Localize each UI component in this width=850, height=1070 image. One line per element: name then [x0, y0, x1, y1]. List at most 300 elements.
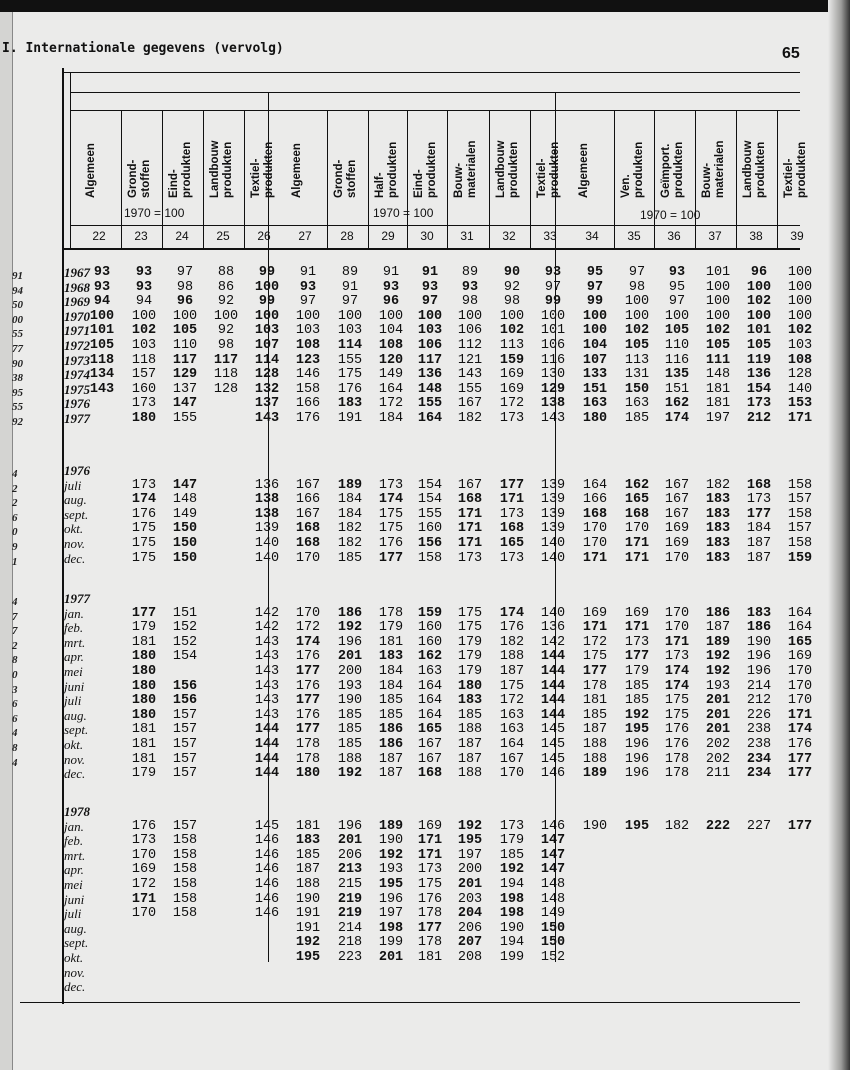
column-header-line: Bouw-	[701, 162, 713, 198]
table-cell: 180	[457, 678, 483, 694]
table-cell: 190	[295, 891, 321, 907]
table-cell: 93	[135, 279, 153, 295]
table-cell: 171	[457, 506, 483, 522]
table-cell: 222	[705, 818, 731, 834]
table-cell: 97	[176, 265, 194, 280]
table-cell: 100	[624, 294, 650, 310]
table-cell: 171	[417, 833, 443, 849]
table-cell: 173	[131, 396, 157, 412]
row-label: 1978	[64, 804, 90, 819]
table-cell: 144	[254, 737, 280, 752]
table-cell: 183	[746, 605, 772, 621]
column-number: 32	[502, 229, 516, 243]
table-cell: 218	[337, 935, 363, 951]
row-label: sept.	[64, 506, 89, 522]
table-cell: 207	[457, 935, 483, 951]
column-header	[660, 118, 686, 198]
table-cell: 94	[93, 294, 111, 310]
table-cell: 150	[540, 920, 566, 936]
table-cell: 179	[131, 766, 157, 782]
table-cell: 92	[503, 279, 521, 295]
column-header-line: Textiel-	[250, 158, 262, 198]
column-header	[620, 118, 646, 198]
table-cell: 197	[378, 906, 404, 922]
row-label: 1968	[64, 279, 90, 295]
table-cell: 173	[499, 550, 525, 566]
table-cell: 101	[540, 323, 566, 339]
table-cell: 111	[705, 352, 731, 368]
table-cell: 172	[131, 877, 157, 892]
row-label: sept.	[64, 722, 89, 738]
table-cell: 96	[382, 294, 400, 310]
column-number: 22	[92, 229, 106, 243]
table-cell: 102	[746, 294, 772, 310]
table-cell: 152	[172, 634, 198, 650]
table-cell: 183	[457, 693, 483, 709]
table-cell: 113	[624, 352, 650, 368]
table-cell: 100	[787, 279, 813, 295]
table-cell: 106	[540, 338, 566, 353]
table-cell: 117	[172, 352, 198, 368]
header-rule-top	[62, 72, 800, 73]
table-cell: 103	[337, 323, 363, 339]
table-cell: 195	[295, 950, 321, 965]
table-cell: 168	[457, 492, 483, 508]
table-cell: 143	[254, 707, 280, 723]
table-cell: 116	[664, 352, 690, 368]
table-cell: 219	[337, 906, 363, 922]
table-cell: 188	[337, 751, 363, 767]
column-header-line: materialen	[466, 140, 478, 198]
col-divider	[162, 110, 163, 250]
table-cell: 146	[295, 367, 321, 383]
table-cell: 199	[378, 935, 404, 951]
table-cell: 147	[172, 396, 198, 412]
table-cell: 238	[746, 737, 772, 752]
table-cell: 203	[457, 891, 483, 907]
table-cell: 142	[254, 620, 280, 636]
table-cell: 100	[787, 308, 813, 324]
table-cell: 182	[337, 536, 363, 551]
table-cell: 135	[664, 367, 690, 383]
table-cell: 183	[337, 396, 363, 412]
table-cell: 100	[705, 279, 731, 295]
margin-fragment: 0	[12, 526, 18, 539]
table-cell: 102	[131, 323, 157, 339]
table-cell: 100	[295, 308, 321, 324]
table-cell: 186	[337, 605, 363, 621]
table-cell: 185	[582, 707, 608, 723]
table-cell: 170	[664, 550, 690, 566]
table-cell: 227	[746, 818, 772, 834]
page-header-title: I. Internationale gegevens (vervolg)	[2, 41, 284, 56]
table-cell: 175	[457, 620, 483, 636]
row-label: juni	[64, 678, 85, 694]
table-cell: 173	[417, 862, 443, 878]
table-cell: 185	[378, 707, 404, 723]
table-cell: 212	[746, 411, 772, 426]
table-cell: 133	[582, 367, 608, 383]
table-cell: 166	[295, 492, 321, 508]
table-cell: 185	[295, 847, 321, 863]
table-cell: 117	[213, 352, 239, 368]
table-cell: 148	[540, 877, 566, 892]
table-cell: 105	[89, 338, 115, 353]
col-divider	[447, 110, 448, 250]
table-cell: 192	[457, 818, 483, 834]
table-cell: 158	[172, 906, 198, 922]
table-cell: 194	[499, 935, 525, 951]
table-cell: 179	[131, 620, 157, 636]
table-cell: 146	[254, 877, 280, 892]
table-cell: 140	[254, 536, 280, 551]
table-cell: 170	[787, 678, 813, 694]
table-cell: 100	[213, 308, 239, 324]
table-cell: 144	[254, 751, 280, 767]
row-label: nov.	[64, 536, 86, 551]
table-cell: 172	[499, 396, 525, 412]
table-cell: 165	[624, 492, 650, 508]
column-header	[495, 118, 521, 198]
table-cell: 170	[295, 550, 321, 566]
margin-fragment: 77	[12, 343, 23, 355]
table-cell: 140	[787, 381, 813, 397]
table-cell: 226	[746, 707, 772, 723]
table-cell: 136	[540, 620, 566, 636]
table-cell: 171	[582, 550, 608, 566]
row-label: okt.	[64, 521, 84, 537]
table-cell: 152	[172, 620, 198, 636]
table-cell: 181	[295, 818, 321, 834]
margin-fragment: 6	[12, 511, 18, 524]
column-header-line: Algemeen	[578, 143, 590, 198]
table-cell: 176	[378, 536, 404, 551]
table-cell: 196	[746, 664, 772, 679]
table-cell: 201	[337, 649, 363, 665]
table-cell: 159	[417, 605, 443, 621]
table-cell: 105	[624, 338, 650, 353]
table-cell: 112	[457, 338, 483, 353]
column-number: 37	[708, 229, 722, 243]
table-cell: 234	[746, 751, 772, 767]
table-cell: 175	[664, 707, 690, 723]
row-label: mrt.	[64, 634, 86, 650]
table-cell: 198	[499, 891, 525, 907]
table-cell: 155	[172, 411, 198, 426]
table-cell: 97	[544, 279, 562, 295]
row-label: 1977	[64, 411, 90, 426]
table-cell: 150	[172, 521, 198, 537]
table-cell: 139	[540, 506, 566, 522]
table-cell: 100	[378, 308, 404, 324]
table-cell: 173	[664, 649, 690, 665]
table-cell: 171	[624, 536, 650, 551]
table-cell: 100	[499, 308, 525, 324]
table-cell: 196	[624, 751, 650, 767]
table-cell: 213	[337, 862, 363, 878]
table-cell: 175	[582, 649, 608, 665]
table-cell: 101	[746, 323, 772, 339]
table-cell: 169	[787, 649, 813, 665]
table-cell: 151	[582, 381, 608, 397]
table-cell: 177	[787, 818, 813, 834]
col-divider	[327, 110, 328, 250]
table-cell: 201	[705, 693, 731, 709]
table-cell: 171	[499, 492, 525, 508]
table-cell: 171	[624, 620, 650, 636]
table-cell: 200	[457, 862, 483, 878]
table-cell: 214	[746, 678, 772, 694]
table-cell: 99	[544, 294, 562, 310]
table-cell: 170	[131, 906, 157, 922]
column-header-line: stoffen	[140, 159, 152, 198]
table-cell: 93	[461, 279, 479, 295]
margin-fragment: 55	[12, 401, 23, 414]
column-header-line: produkten	[633, 141, 645, 198]
row-label: jan.	[64, 818, 84, 834]
table-cell: 178	[295, 737, 321, 752]
table-cell: 171	[457, 521, 483, 537]
table-cell: 97	[586, 279, 604, 295]
table-cell: 97	[299, 294, 317, 310]
table-cell: 149	[540, 906, 566, 922]
table-cell: 97	[668, 294, 686, 310]
table-cell: 185	[457, 707, 483, 723]
table-cell: 148	[172, 492, 198, 508]
column-header	[209, 118, 235, 198]
table-cell: 103	[254, 323, 280, 339]
table-cell: 166	[295, 396, 321, 412]
table-cell: 174	[378, 492, 404, 508]
table-cell: 183	[295, 833, 321, 849]
table-cell: 142	[540, 634, 566, 650]
col-divider	[244, 110, 245, 250]
table-cell: 91	[299, 265, 317, 280]
row-label: 1976	[64, 396, 90, 412]
table-cell: 100	[582, 308, 608, 324]
margin-fragment: 9	[12, 541, 18, 553]
table-cell: 172	[499, 693, 525, 709]
table-cell: 146	[254, 891, 280, 907]
table-cell: 134	[89, 367, 115, 383]
table-cell: 194	[499, 877, 525, 892]
table-cell: 175	[131, 521, 157, 537]
table-cell: 101	[705, 265, 731, 280]
margin-fragment: 3	[12, 683, 18, 696]
row-label: 1977	[64, 591, 90, 606]
table-cell: 188	[582, 737, 608, 752]
row-label: nov.	[64, 751, 86, 767]
column-header	[453, 118, 479, 198]
table-cell: 148	[540, 891, 566, 907]
table-cell: 113	[499, 338, 525, 353]
table-cell: 158	[172, 877, 198, 892]
table-cell: 143	[89, 381, 115, 397]
table-cell: 177	[378, 550, 404, 566]
table-cell: 178	[664, 766, 690, 782]
column-number: 29	[381, 229, 395, 243]
table-cell: 140	[540, 550, 566, 566]
column-header-line: produkten	[549, 141, 561, 198]
table-cell: 189	[337, 477, 363, 493]
column-header	[578, 118, 591, 198]
table-cell: 175	[417, 877, 443, 892]
table-cell: 187	[705, 620, 731, 636]
table-cell: 190	[378, 833, 404, 849]
column-number: 24	[175, 229, 189, 243]
table-cell: 180	[131, 678, 157, 694]
table-cell: 98	[217, 338, 235, 353]
table-cell: 170	[582, 536, 608, 551]
table-cell: 155	[457, 381, 483, 397]
margin-fragment: 6	[12, 712, 18, 725]
table-cell: 143	[457, 367, 483, 383]
column-header-line: produkten	[755, 141, 767, 198]
table-cell: 185	[624, 678, 650, 694]
table-cell: 196	[624, 737, 650, 752]
table-cell: 179	[378, 620, 404, 636]
table-cell: 98	[628, 279, 646, 295]
table-cell: 188	[457, 766, 483, 782]
column-number: 33	[543, 229, 557, 243]
table-cell: 97	[341, 294, 359, 310]
table-cell: 173	[378, 477, 404, 493]
column-number: 30	[420, 229, 434, 243]
table-cell: 175	[337, 367, 363, 383]
table-cell: 170	[295, 605, 321, 621]
table-cell: 143	[254, 634, 280, 650]
table-cell: 100	[705, 294, 731, 310]
table-cell: 191	[337, 411, 363, 426]
table-cell: 168	[295, 521, 321, 537]
table-cell: 159	[499, 352, 525, 368]
row-label: sept.	[64, 935, 89, 951]
table-cell: 98	[461, 294, 479, 310]
table-cell: 143	[254, 411, 280, 426]
table-cell: 106	[457, 323, 483, 339]
table-cell: 151	[664, 381, 690, 397]
table-cell: 171	[131, 891, 157, 907]
table-cell: 92	[217, 294, 235, 310]
table-cell: 100	[787, 294, 813, 310]
table-cell: 89	[461, 265, 479, 280]
table-cell: 183	[705, 492, 731, 508]
table-cell: 185	[378, 693, 404, 709]
col-divider	[407, 110, 408, 250]
table-cell: 169	[624, 605, 650, 621]
table-cell: 146	[254, 833, 280, 849]
table-cell: 163	[499, 722, 525, 738]
table-cell: 167	[664, 506, 690, 522]
table-cell: 100	[746, 279, 772, 295]
table-cell: 173	[131, 833, 157, 849]
table-cell: 128	[213, 381, 239, 397]
table-cell: 144	[540, 649, 566, 665]
table-cell: 144	[540, 664, 566, 679]
table-cell: 184	[337, 506, 363, 522]
column-header-line: produkten	[263, 141, 275, 198]
table-cell: 175	[378, 506, 404, 522]
table-cell: 143	[254, 693, 280, 709]
table-cell: 128	[254, 367, 280, 383]
column-header-line: produkten	[508, 141, 520, 198]
table-cell: 190	[746, 634, 772, 650]
table-cell: 93	[135, 265, 153, 280]
table-cell: 200	[337, 664, 363, 679]
margin-fragment: 91	[12, 270, 23, 282]
table-cell: 164	[787, 620, 813, 636]
row-label: apr.	[64, 862, 84, 878]
row-label: juni	[64, 891, 85, 907]
table-cell: 117	[417, 352, 443, 368]
table-cell: 176	[131, 818, 157, 834]
table-cell: 137	[254, 396, 280, 412]
table-cell: 196	[337, 818, 363, 834]
table-cell: 95	[586, 265, 604, 280]
table-cell: 139	[254, 521, 280, 537]
column-header-line: Ven.	[620, 174, 632, 198]
table-cell: 169	[131, 862, 157, 878]
table-cell: 156	[172, 693, 198, 709]
table-cell: 163	[624, 396, 650, 412]
row-label: 1974	[64, 367, 90, 383]
table-cell: 193	[378, 862, 404, 878]
table-cell: 185	[337, 707, 363, 723]
table-cell: 101	[89, 323, 115, 339]
column-header-line: Half-	[374, 172, 386, 198]
table-cell: 160	[417, 521, 443, 537]
table-cell: 99	[258, 265, 276, 280]
table-cell: 180	[131, 664, 157, 679]
table-cell: 138	[540, 396, 566, 412]
table-cell: 172	[378, 396, 404, 412]
table-cell: 179	[457, 664, 483, 679]
table-cell: 167	[664, 492, 690, 508]
row-label: nov.	[64, 964, 86, 980]
table-cell: 201	[337, 833, 363, 849]
table-cell: 93	[299, 279, 317, 295]
table-cell: 173	[499, 411, 525, 426]
column-header-line: Algemeen	[291, 143, 303, 198]
column-header	[701, 118, 727, 198]
table-cell: 100	[746, 308, 772, 324]
table-cell: 192	[705, 664, 731, 679]
table-cell: 100	[664, 308, 690, 324]
table-cell: 234	[746, 766, 772, 782]
table-cell: 179	[457, 649, 483, 665]
row-label: feb.	[64, 833, 84, 849]
table-cell: 193	[705, 678, 731, 694]
column-header	[783, 118, 809, 198]
table-cell: 190	[499, 920, 525, 936]
table-cell: 136	[746, 367, 772, 383]
stub-rule	[70, 72, 71, 250]
bottom-rule	[20, 1002, 800, 1003]
table-cell: 185	[337, 722, 363, 738]
table-cell: 129	[172, 367, 198, 383]
margin-fragment: 0	[12, 669, 18, 681]
column-header-line: Algemeen	[85, 143, 97, 198]
table-cell: 102	[624, 323, 650, 339]
row-label: dec.	[64, 550, 86, 566]
table-cell: 201	[705, 707, 731, 723]
table-cell: 162	[417, 649, 443, 665]
table-cell: 137	[172, 381, 198, 397]
table-cell: 196	[746, 649, 772, 665]
table-cell: 167	[417, 751, 443, 767]
table-cell: 140	[540, 605, 566, 621]
table-cell: 238	[746, 722, 772, 738]
